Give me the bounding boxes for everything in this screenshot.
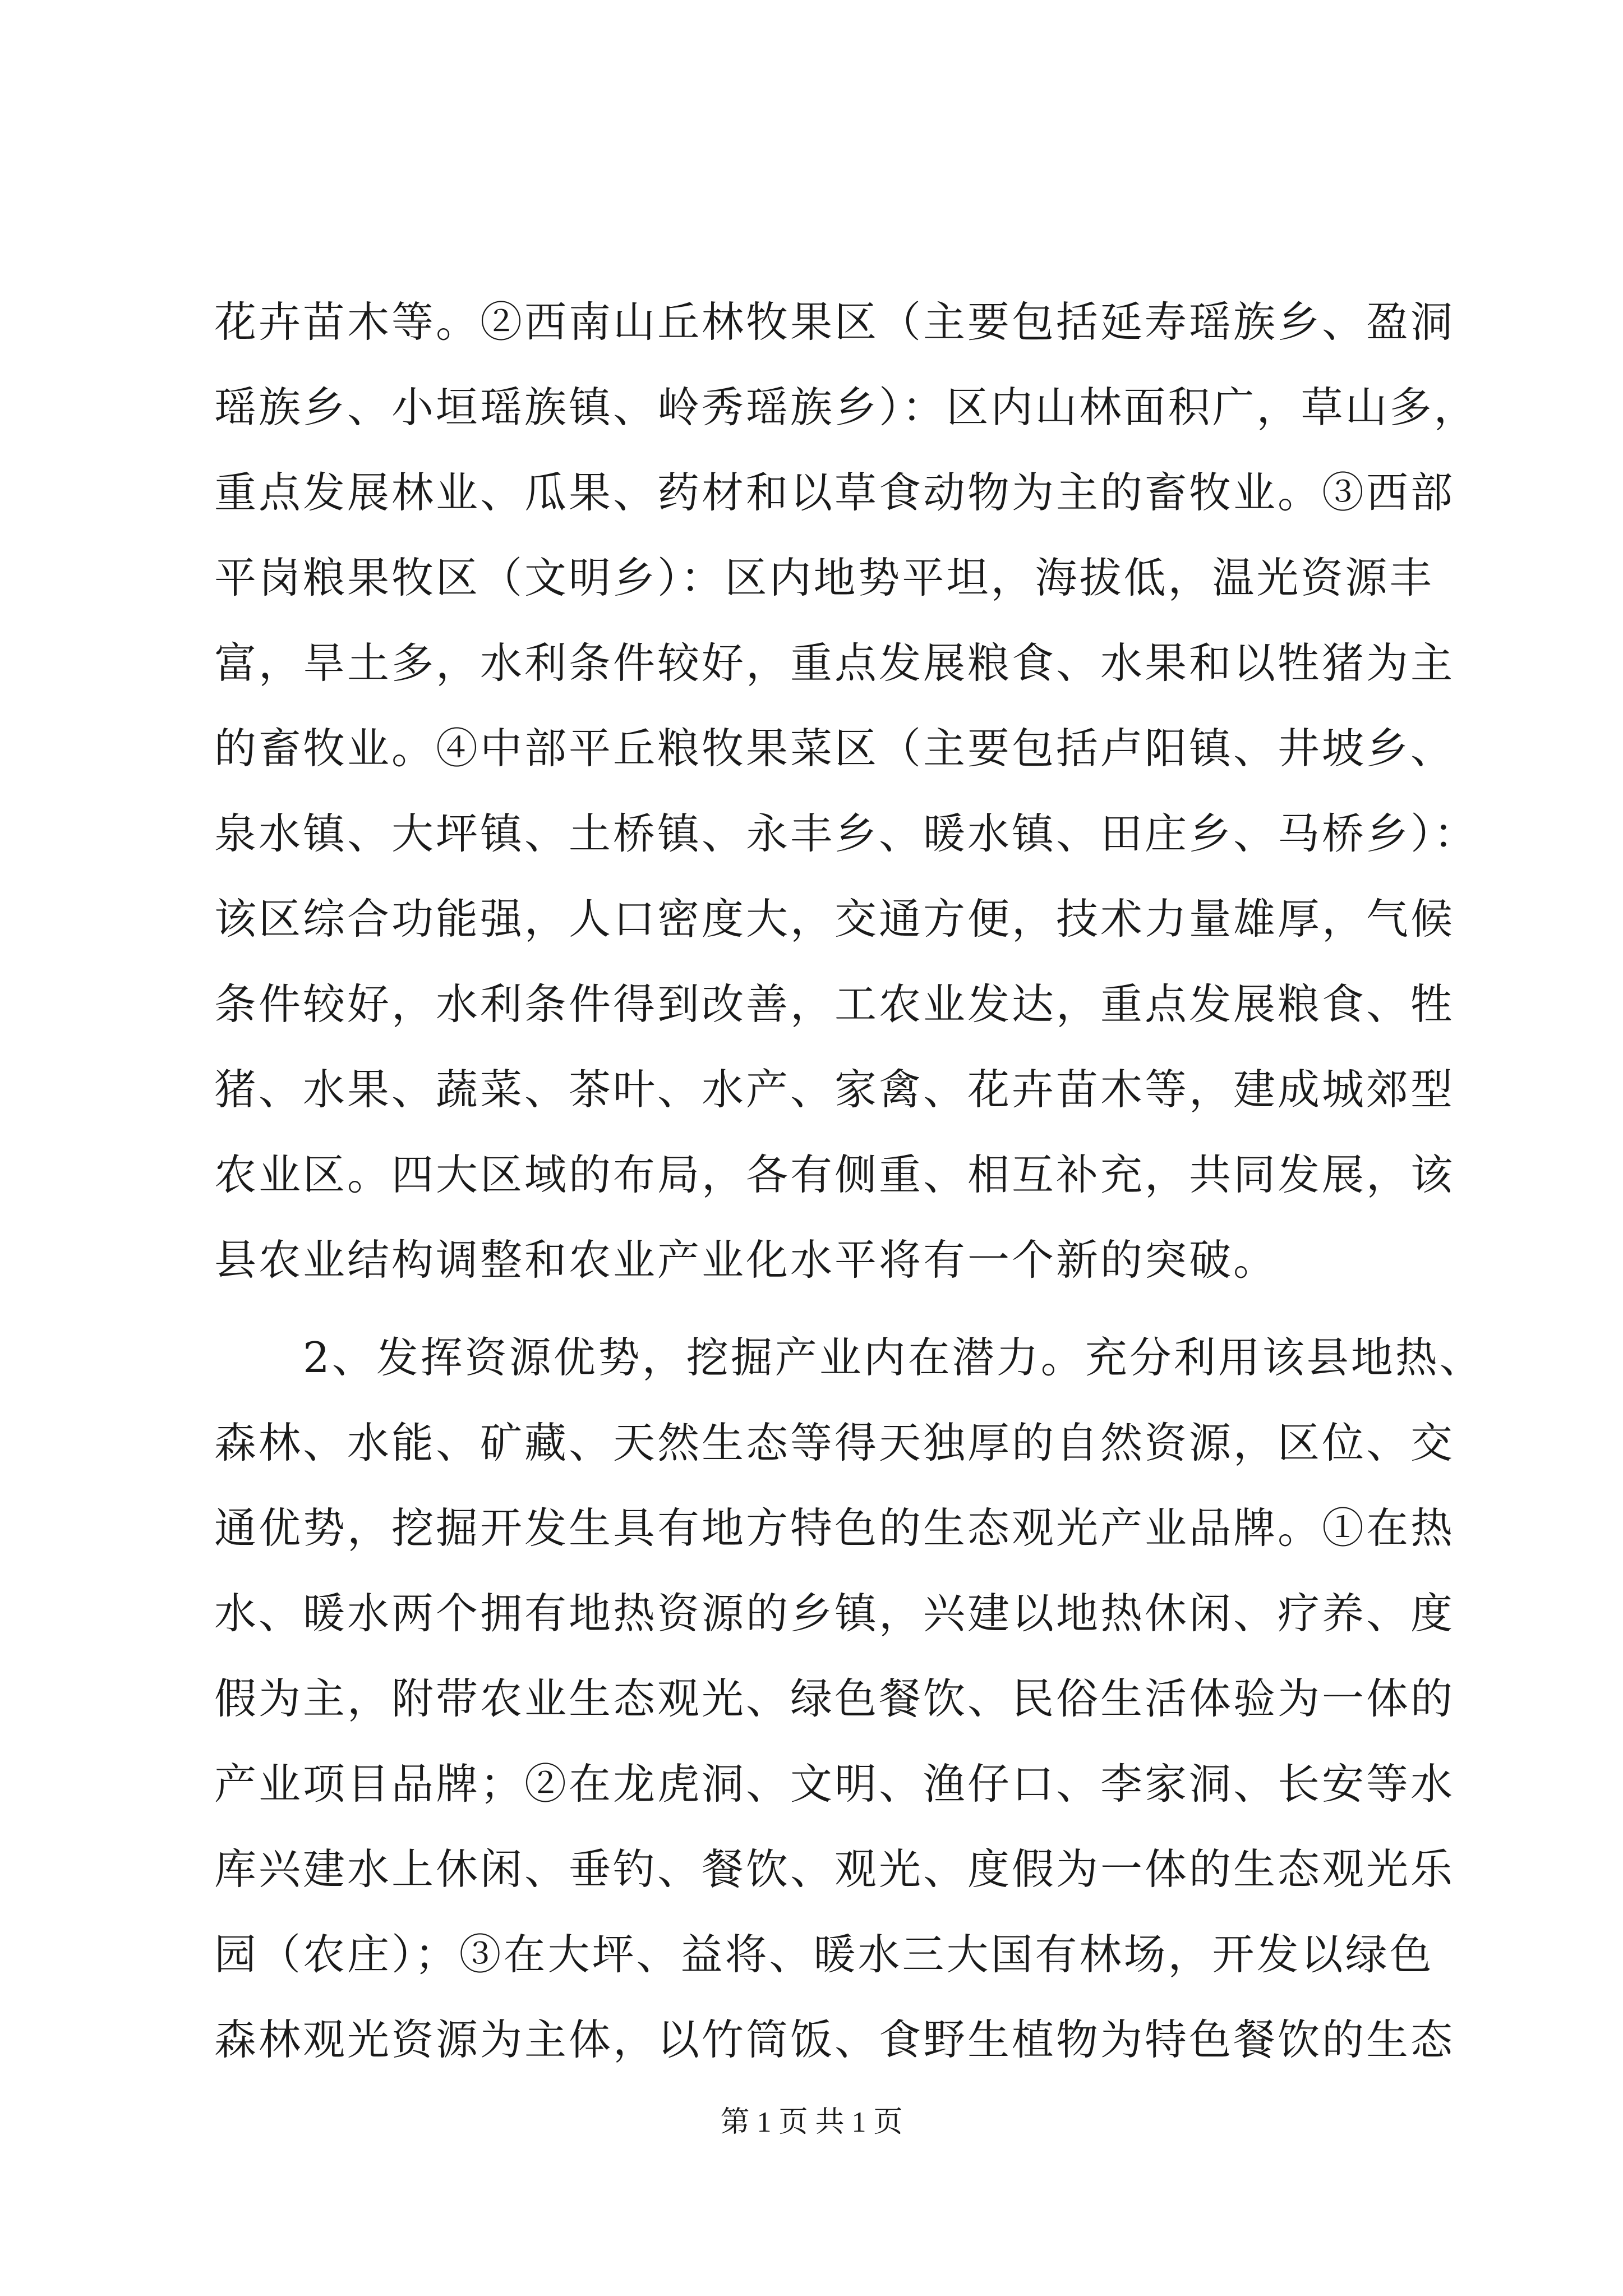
text-line: 该区综合功能强，人口密度大，交通方便，技术力量雄厚，气候 bbox=[214, 894, 1455, 944]
text-line: 库兴建水上休闲、垂钓、餐饮、观光、度假为一体的生态观光乐 bbox=[214, 1844, 1455, 1894]
text-line: 条件较好，水利条件得到改善，工农业发达，重点发展粮食、牲 bbox=[214, 979, 1455, 1029]
text-line: 县农业结构调整和农业产业化水平将有一个新的突破。 bbox=[214, 1235, 1278, 1285]
text-line: 瑶族乡、小垣瑶族镇、岭秀瑶族乡）：区内山林面积广，草山多， bbox=[214, 383, 1478, 432]
text-line: 农业区。四大区域的布局，各有侧重、相互补充，共同发展，该 bbox=[214, 1150, 1455, 1199]
page-number-label: 第 1 页 共 1 页 bbox=[720, 2106, 903, 2138]
text-line: 平岗粮果牧区（文明乡）：区内地势平坦，海拔低，温光资源丰 bbox=[214, 553, 1434, 602]
text-line: 通优势，挖掘开发生具有地方特色的生态观光产业品牌。①在热 bbox=[214, 1503, 1455, 1553]
text-line: 假为主，附带农业生态观光、绿色餐饮、民俗生活体验为一体的 bbox=[214, 1674, 1455, 1723]
paragraph-gap bbox=[214, 1303, 1426, 1315]
text-line: 森林观光资源为主体，以竹筒饭、食野生植物为特色餐饮的生态 bbox=[214, 2015, 1455, 2064]
text-line: 的畜牧业。④中部平丘粮牧果菜区（主要包括卢阳镇、井坡乡、 bbox=[214, 724, 1455, 773]
text-line: 园（农庄）；③在大坪、益将、暖水三大国有林场，开发以绿色 bbox=[214, 1930, 1434, 1979]
text-line: 2、发挥资源优势，挖掘产业内在潜力。充分利用该县地热、 bbox=[214, 1333, 1484, 1382]
text-line: 水、暖水两个拥有地热资源的乡镇，兴建以地热休闲、疗养、度 bbox=[214, 1589, 1455, 1638]
body-text bbox=[214, 279, 1484, 2082]
paragraph-2 bbox=[214, 1315, 1484, 2082]
text-line: 泉水镇、大坪镇、土桥镇、永丰乡、暖水镇、田庄乡、马桥乡）： bbox=[214, 809, 1478, 858]
page-footer bbox=[0, 2098, 1623, 2140]
paragraph-1 bbox=[214, 279, 1478, 1303]
text-line: 猪、水果、蔬菜、茶叶、水产、家禽、花卉苗木等，建成城郊型 bbox=[214, 1065, 1455, 1114]
text-line: 重点发展林业、瓜果、药材和以草食动物为主的畜牧业。③西部 bbox=[214, 468, 1455, 517]
text-line: 富，旱土多，水利条件较好，重点发展粮食、水果和以牲猪为主 bbox=[214, 638, 1455, 688]
text-line: 产业项目品牌；②在龙虎洞、文明、渔仔口、李家洞、长安等水 bbox=[214, 1759, 1455, 1809]
text-line: 花卉苗木等。②西南山丘林牧果区（主要包括延寿瑶族乡、盈洞 bbox=[214, 297, 1455, 347]
text-line: 森林、水能、矿藏、天然生态等得天独厚的自然资源，区位、交 bbox=[214, 1418, 1455, 1467]
